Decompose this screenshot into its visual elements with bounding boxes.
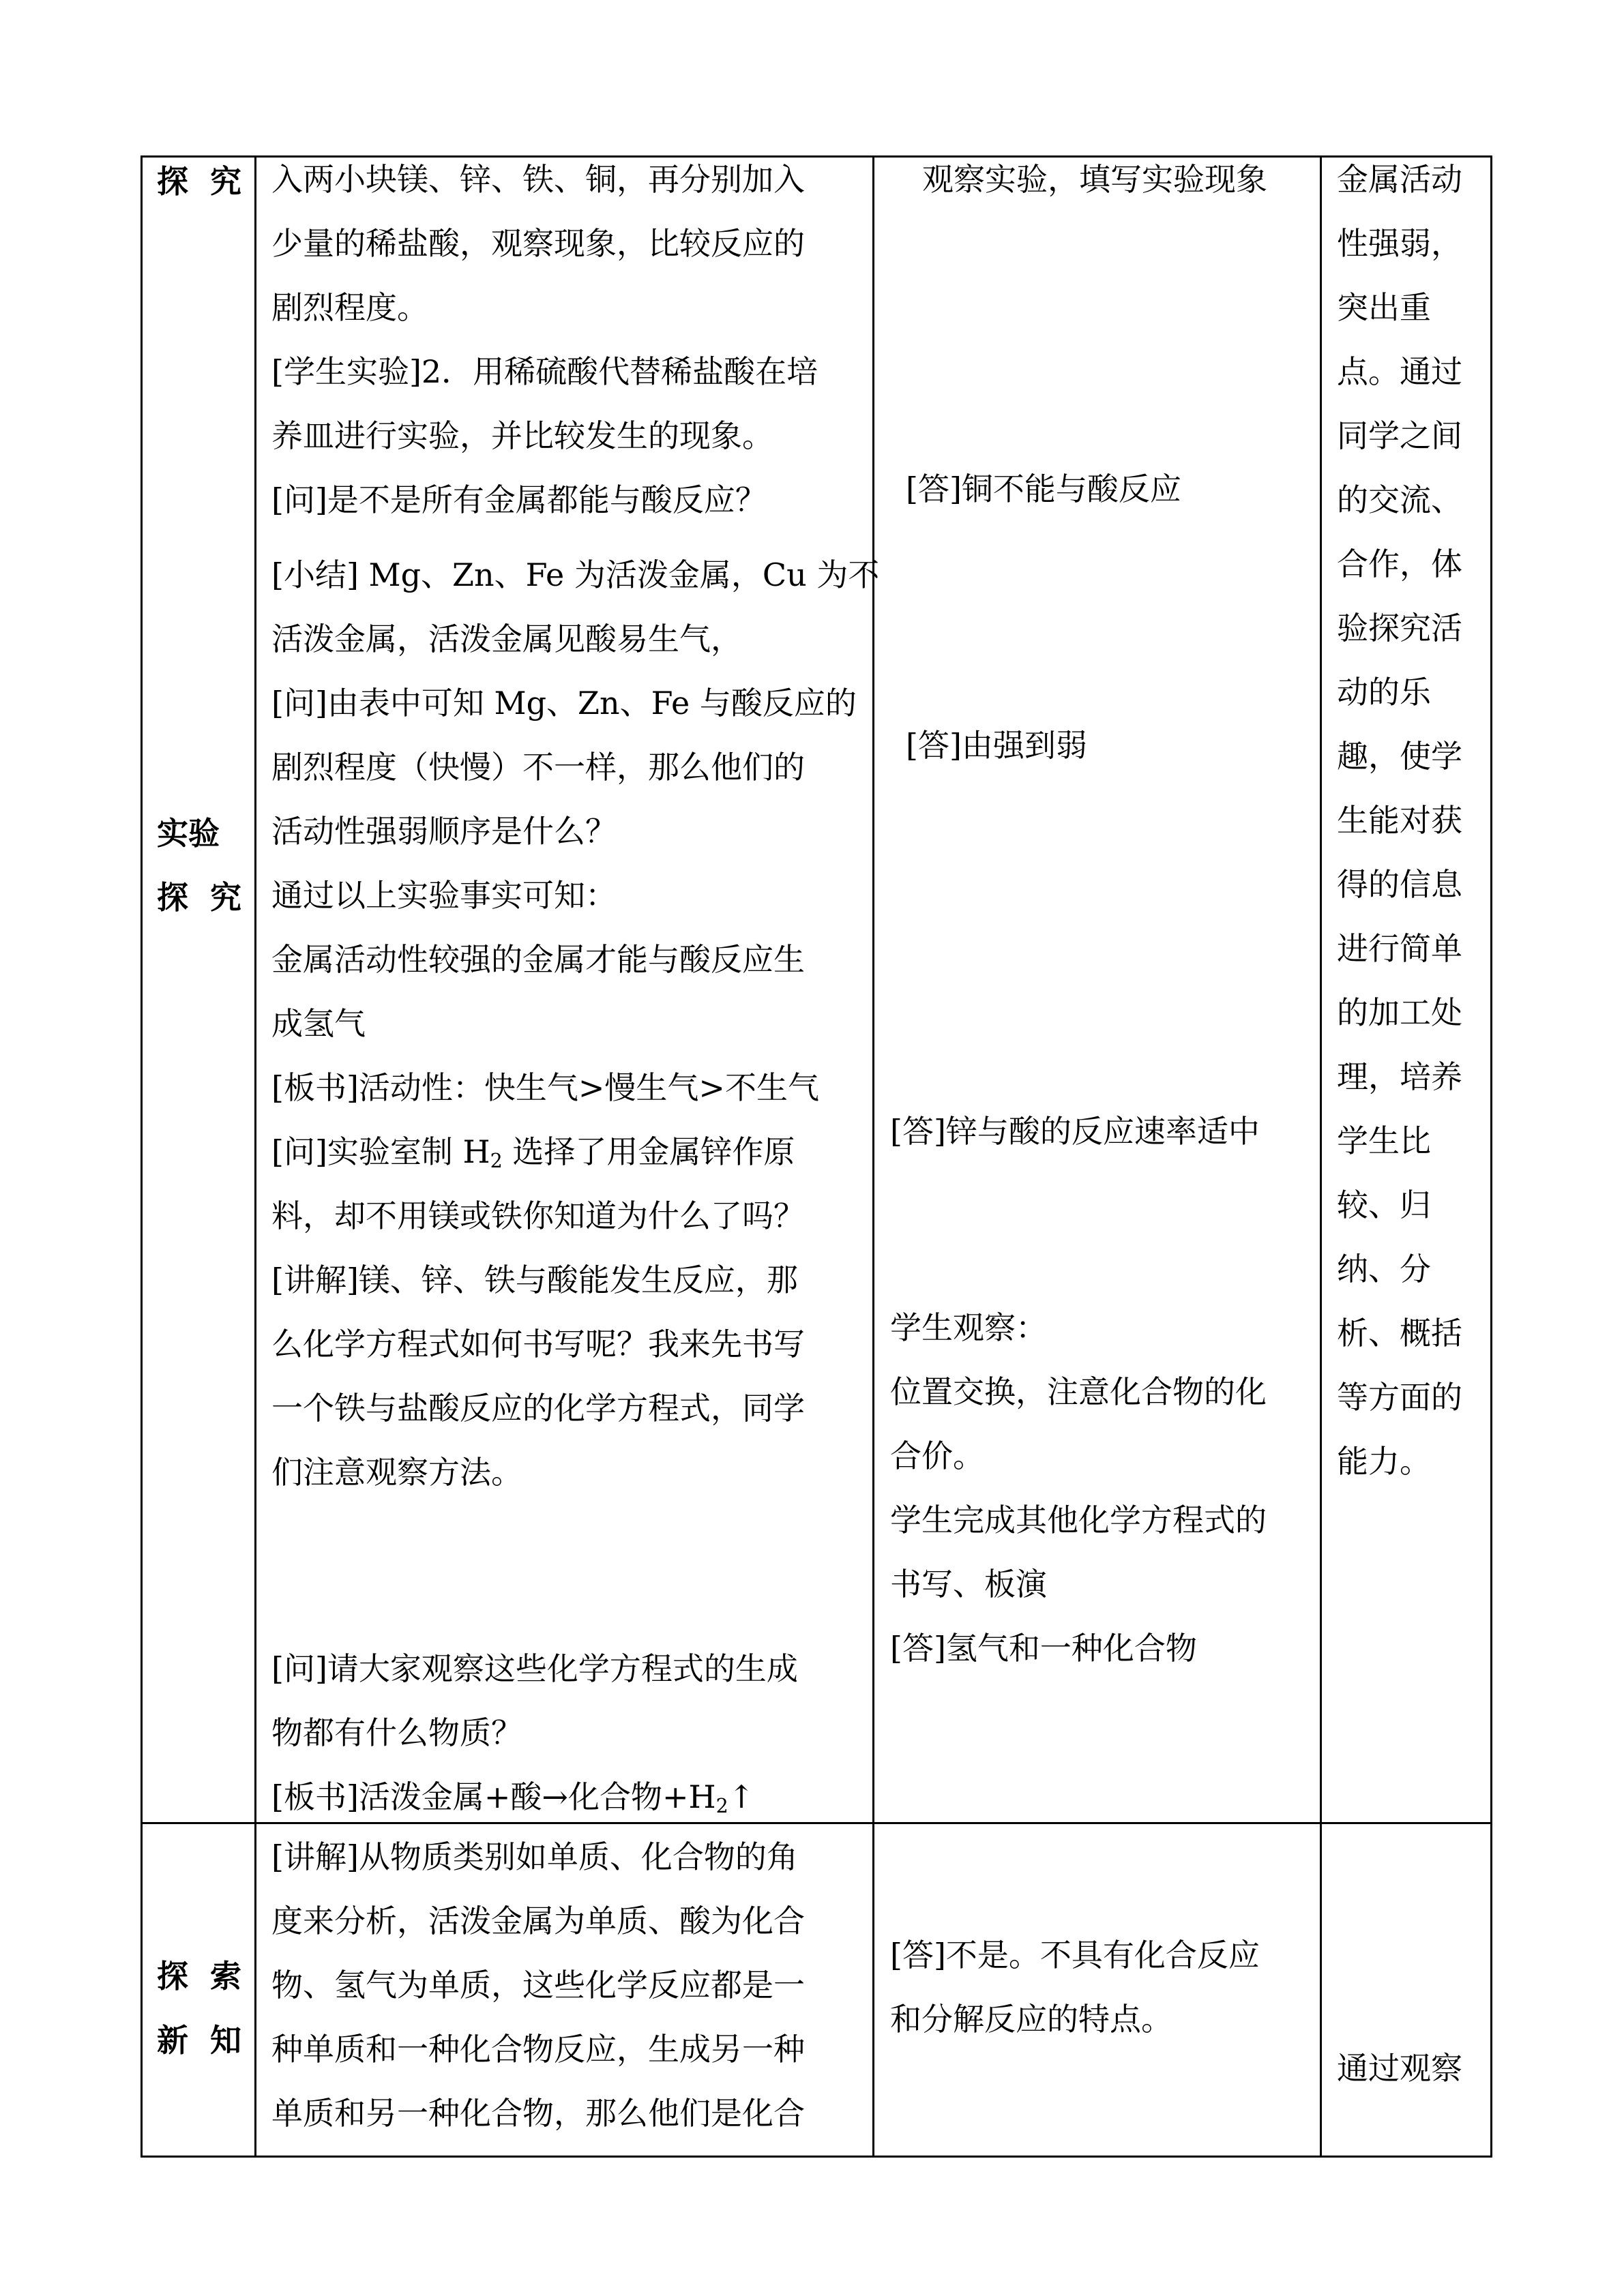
table-border-top — [141, 155, 1492, 158]
teacher-line: [学生实验]2．用稀硫酸代替稀盐酸在培 — [271, 353, 818, 390]
intent-line: 理，培养 — [1337, 1058, 1462, 1095]
table-col-divider-1 — [254, 155, 256, 2158]
intent-line: 通过观察 — [1337, 2050, 1462, 2087]
table-col-divider-3 — [1320, 155, 1322, 2158]
teacher-line: 金属活动性较强的金属才能与酸反应生 — [271, 941, 805, 978]
student-line: 位置交换，注意化合物的化 — [890, 1373, 1267, 1410]
teacher-line: [问]由表中可知 Mg、Zn、Fe 与酸反应的 — [271, 685, 857, 721]
teacher-line: 活泼金属，活泼金属见酸易生气， — [271, 621, 742, 657]
teacher-line: [问]请大家观察这些化学方程式的生成 — [271, 1650, 798, 1687]
stage-label-top: 探 究 — [157, 163, 242, 200]
teacher-line: 一个铁与盐酸反应的化学方程式，同学 — [271, 1390, 805, 1427]
teacher-line: 剧烈程度（快慢）不一样，那么他们的 — [271, 749, 805, 786]
teacher-line: 入两小块镁、锌、铁、铜，再分别加入 — [271, 161, 805, 198]
teacher-line: 度来分析，活泼金属为单质、酸为化合 — [271, 1903, 805, 1939]
intent-line: 能力。 — [1337, 1443, 1431, 1480]
teacher-line: 种单质和一种化合物反应，生成另一种 — [271, 2031, 805, 2068]
teacher-line: 活动性强弱顺序是什么？ — [271, 813, 617, 850]
teacher-line-h2 — [271, 1778, 755, 1818]
intent-line: 同学之间 — [1337, 417, 1462, 454]
table-col-divider-2 — [872, 155, 874, 2158]
student-line: [答]锌与酸的反应速率适中 — [890, 1113, 1260, 1150]
teacher-line: 通过以上实验事实可知： — [271, 877, 617, 914]
intent-line: 的交流、 — [1337, 481, 1462, 518]
intent-line: 验探究活 — [1337, 610, 1462, 646]
stage-label-row2-1: 探 索 — [157, 1958, 242, 1995]
intent-line: 动的乐 — [1337, 674, 1431, 711]
teacher-line: 养皿进行实验，并比较发生的现象。 — [271, 417, 773, 454]
table-row-divider — [141, 1822, 1492, 1824]
intent-line: 生能对获 — [1337, 802, 1462, 839]
stage-label-mid-2: 探 究 — [157, 879, 242, 916]
student-line: [答]不是。不具有化合反应 — [890, 1937, 1260, 1973]
teacher-line: 单质和另一种化合物，那么他们是化合 — [271, 2095, 805, 2132]
teacher-line: [讲解]从物质类别如单质、化合物的角 — [271, 1838, 798, 1875]
intent-line: 点。通过 — [1337, 353, 1462, 390]
student-line: [答]由强到弱 — [906, 727, 1087, 764]
stage-label-row2-2: 新 知 — [157, 2022, 242, 2059]
subscript-2: 2 — [715, 1795, 728, 1818]
teacher-line: 么化学方程式如何书写呢？我来先书写 — [271, 1326, 805, 1362]
intent-line: 较、归 — [1337, 1187, 1431, 1223]
intent-line: 的加工处 — [1337, 994, 1462, 1031]
student-line: 和分解反应的特点。 — [890, 2001, 1172, 2038]
student-line: [答]氢气和一种化合物 — [890, 1630, 1197, 1667]
intent-line: 学生比 — [1337, 1122, 1431, 1159]
table-border-bottom — [141, 2156, 1492, 2158]
teacher-line-h2-pre: [板书]活泼金属+酸→化合物+H — [271, 1778, 716, 1815]
teacher-line: 物都有什么物质？ — [271, 1714, 522, 1751]
intent-line: 性强弱， — [1337, 225, 1462, 262]
student-line: 合价。 — [890, 1437, 984, 1474]
teacher-line-h2 — [271, 1133, 795, 1173]
table-border-right — [1490, 155, 1492, 2158]
teacher-line: 成氢气 — [271, 1005, 366, 1042]
teacher-line: 少量的稀盐酸，观察现象，比较反应的 — [271, 225, 805, 262]
teacher-line: [讲解]镁、锌、铁与酸能发生反应，那 — [271, 1262, 798, 1298]
teacher-line: 物、氢气为单质，这些化学反应都是一 — [271, 1967, 805, 2003]
student-line: [答]铜不能与酸反应 — [906, 471, 1181, 507]
intent-line: 得的信息 — [1337, 866, 1462, 903]
teacher-line-h2-post: ↑ — [728, 1778, 755, 1815]
stage-label-mid-1: 实验 — [157, 815, 220, 852]
intent-line: 合作，体 — [1337, 546, 1462, 582]
intent-line: 析、概括 — [1337, 1315, 1462, 1352]
subscript-2: 2 — [490, 1150, 503, 1173]
teacher-line-h2-pre: [问]实验室制 H — [271, 1133, 490, 1170]
intent-line: 突出重 — [1337, 289, 1431, 326]
teacher-line: 剧烈程度。 — [271, 289, 428, 326]
teacher-line: 料，却不用镁或铁你知道为什么了吗？ — [271, 1197, 805, 1234]
intent-line: 趣，使学 — [1337, 738, 1462, 775]
teacher-line: [板书]活动性：快生气>慢生气>不生气 — [271, 1069, 819, 1106]
intent-line: 纳、分 — [1337, 1251, 1431, 1287]
student-line: 学生观察： — [890, 1309, 1047, 1346]
student-line: 书写、板演 — [890, 1566, 1047, 1602]
intent-line: 进行简单 — [1337, 930, 1462, 967]
teacher-line: [问]是不是所有金属都能与酸反应？ — [271, 481, 767, 518]
teacher-line: 们注意观察方法。 — [271, 1454, 522, 1491]
table-border-left — [141, 155, 143, 2158]
intent-line: 等方面的 — [1337, 1379, 1462, 1416]
teacher-line: [小结] Mg、Zn、Fe 为活泼金属，Cu 为不 — [271, 556, 880, 593]
teacher-line-h2-post: 选择了用金属锌作原 — [502, 1133, 795, 1170]
intent-line: 金属活动 — [1337, 161, 1462, 198]
student-line: 观察实验，填写实验现象 — [922, 161, 1267, 198]
student-line: 学生完成其他化学方程式的 — [890, 1502, 1267, 1538]
